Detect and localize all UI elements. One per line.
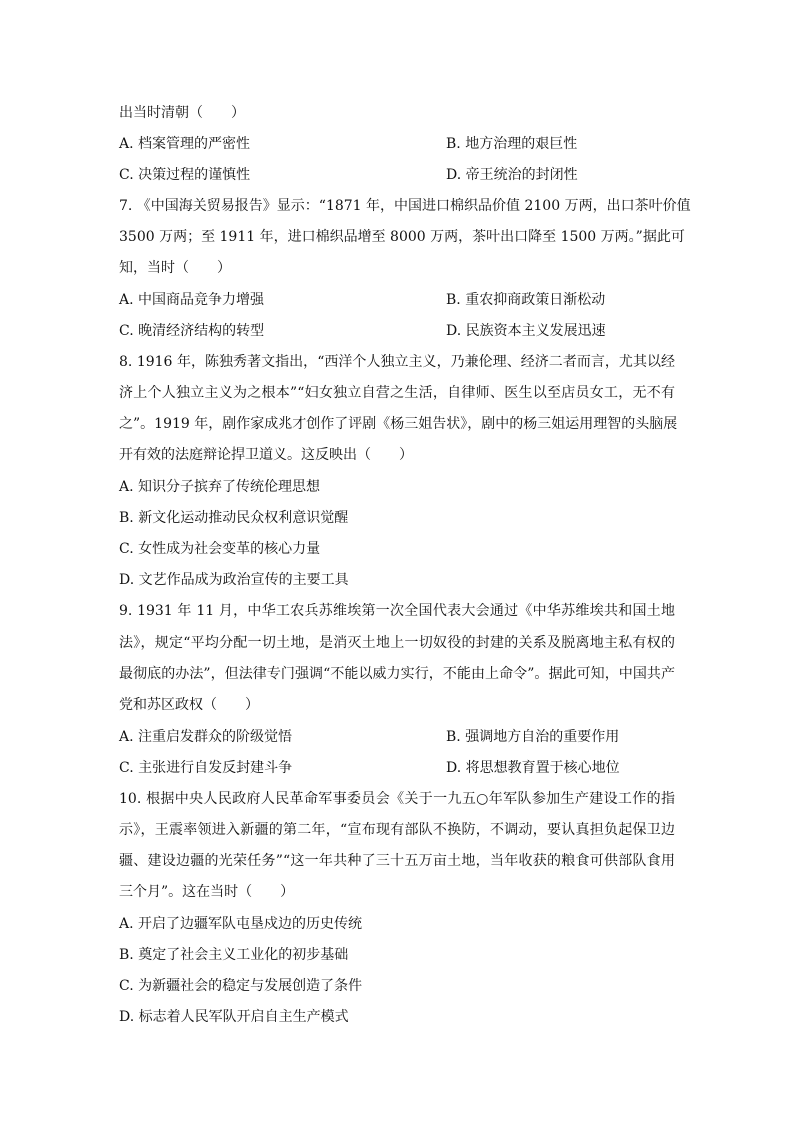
q8-option-d: D. 文艺作品成为政治宣传的主要工具 [119, 572, 349, 588]
q7-stem-line-3: 知，当时（ ） [119, 260, 231, 276]
q8-stem-line-1: 8. 1916 年，陈独秀著文指出，“西洋个人独立主义，乃兼伦理、经济二者而言，尤其以经 [119, 354, 675, 370]
q9-option-a: A. 注重启发群众的阶级觉悟 [119, 729, 293, 745]
q9-option-b: B. 强调地方自治的重要作用 [446, 729, 620, 745]
q7-stem-line-2: 3500 万两；至 1911 年，进口棉织品增至 8000 万两，茶叶出口降至 1500 万两。”据此可 [119, 229, 685, 245]
q10-option-d: D. 标志着人民军队开启自主生产模式 [119, 1009, 349, 1025]
q8-stem-line-2: 济上个人独立主义为之根本”“妇女独立自营之生活，自律师、医生以至店员女工，无不有 [119, 385, 675, 401]
q10-option-b: B. 奠定了社会主义工业化的初步基础 [119, 947, 349, 963]
q9-option-c: C. 主张进行自发反封建斗争 [119, 760, 293, 776]
q7-option-c: C. 晚清经济结构的转型 [119, 323, 265, 339]
q9-option-d: D. 将思想教育置于核心地位 [446, 760, 620, 776]
q6-option-c: C. 决策过程的谨慎性 [119, 167, 251, 183]
q8-option-c: C. 女性成为社会变革的核心力量 [119, 541, 321, 557]
q10-stem-line-4: 三个月”。这在当时（ ） [119, 884, 295, 900]
q9-stem-line-1: 9. 1931 年 11 月，中华工农兵苏维埃第一次全国代表大会通过《中华苏维埃共和国土地 [119, 603, 675, 619]
q6-option-b: B. 地方治理的艰巨性 [446, 136, 578, 152]
q10-stem-line-2: 示》，王震率领进入新疆的第二年，“宣布现有部队不换防，不调动，要认真担负起保卫边 [119, 822, 675, 838]
q7-option-b: B. 重农抑商政策日渐松动 [446, 292, 606, 308]
q8-stem-line-4: 开有效的法庭辩论捍卫道义。这反映出（ ） [119, 447, 413, 463]
q6-stem-tail: 出当时清朝（ ） [119, 105, 245, 121]
q10-option-a: A. 开启了边疆军队屯垦戍边的历史传统 [119, 916, 363, 932]
q10-option-c: C. 为新疆社会的稳定与发展创造了条件 [119, 978, 363, 994]
q8-option-a: A. 知识分子摈弃了传统伦理思想 [119, 479, 321, 495]
q10-stem-line-1: 10. 根据中央人民政府人民革命军事委员会《关于一九五○年军队参加生产建设工作的指 [119, 791, 675, 807]
q8-option-b: B. 新文化运动推动民众权利意识觉醒 [119, 510, 349, 526]
q6-option-a: A. 档案管理的严密性 [119, 136, 251, 152]
q7-stem-line-1: 7. 《中国海关贸易报告》显示：“1871 年，中国进口棉织品价值 2100 万两，出口茶叶价值 [119, 198, 691, 214]
q9-stem-line-2: 法》，规定“平均分配一切土地，是消灭土地上一切奴役的封建的关系及脱离地主私有权的 [119, 635, 675, 651]
q9-stem-line-3: 最彻底的办法”，但法律专门强调“不能以威力实行，不能由上命令”。据此可知，中国共产 [119, 666, 675, 682]
q8-stem-line-3: 之”。1919 年，剧作家成兆才创作了评剧《杨三姐告状》，剧中的杨三姐运用理智的头脑展 [119, 416, 678, 432]
q10-stem-line-3: 疆、建设边疆的光荣任务”“这一年共种了三十五万亩土地，当年收获的粮食可供部队食用 [119, 853, 675, 869]
q7-option-d: D. 民族资本主义发展迅速 [446, 323, 606, 339]
q6-option-d: D. 帝王统治的封闭性 [446, 167, 578, 183]
q9-stem-line-4: 党和苏区政权（ ） [119, 697, 259, 713]
q7-option-a: A. 中国商品竞争力增强 [119, 292, 265, 308]
